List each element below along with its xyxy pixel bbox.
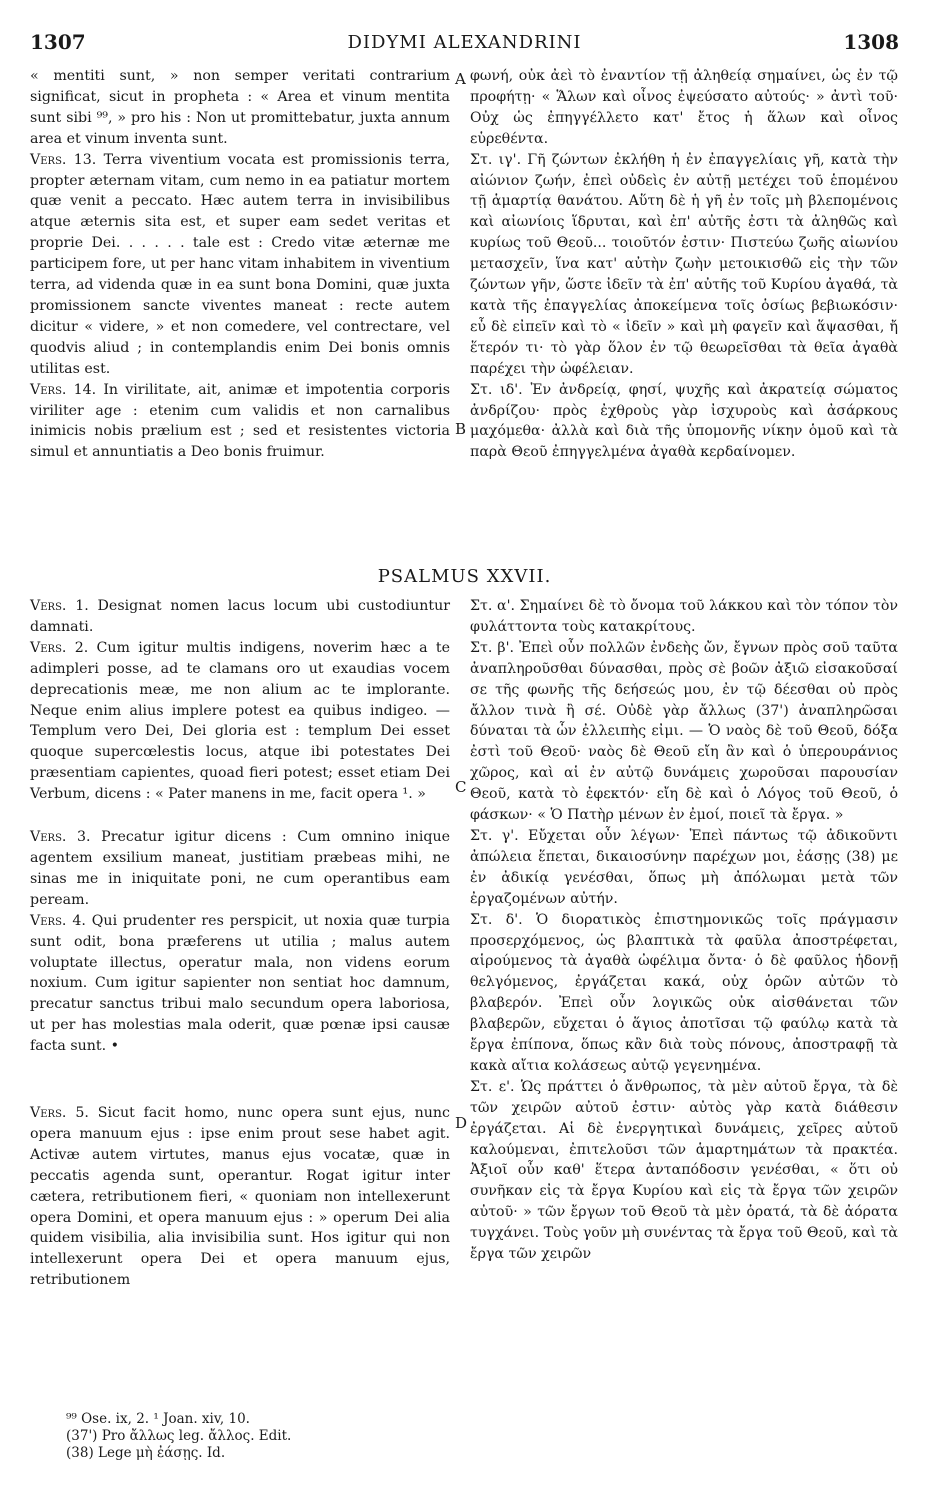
latin-paragraph: Vers. 14. In virilitate, ait, animæ et impotentia corporis viriliter age : etenim cum validis et non carnalibus inimicis nobis prælium est ; sed et resistentes victoria simul et annuntiatis a Deo bonis fruimur. bbox=[30, 381, 451, 461]
latin-paragraph: Vers. 13. Terra viventium vocata est promissionis terra, propter æternam vitam, cum nemo in ea patiatur mortem quæ venit a peccato. Hæc autem terra in invisibilibus atque æternis sita est, et super eam sedet veritas et proprie Dei. . . . . . tale est : Credo vitæ æternæ me participem fore, ut per hanc vitam inhabitem in viventium terra, ad videnda quæ in ea sunt bona Domini, quæ juxta promissionem sancte viventes maneat : recte autem dicitur « videre, » et non comedere, vel contrectare, vel quodvis aliud ; in contemplandis enim Dei bonis omnis utilitas est. bbox=[30, 151, 450, 377]
psalm-heading: PSALMUS XXVII. bbox=[377, 566, 552, 587]
footnote: (38) Lege μὴ ἐάσῃς. Id. bbox=[66, 1445, 226, 1461]
verse-label: Vers. 5. bbox=[30, 1105, 89, 1122]
greek-paragraph: Στ. β'. Ἐπεὶ οὖν πολλῶν ἐνδεὴς ὤν, ἔγνων πρὸς σοῦ ταῦτα ἀναπληροῦσθαι δύνασθαι, πρὸς σὲ βοῶν ἀξιῶ εἰσακοῦσαί σε τῆς φωνῆς τῆς δεήσεώς μου, ἐν τῷ δέεσθαι οὐ πρὸς ἄλλον τινὰ ἢ σέ. Οὐδὲ γὰρ ἄλλως (37') ἀναπληρῶσαι δύναται τὰ ὧν ἐλλειπὴς εἰμι. — Ὁ ναὸς δὲ τοῦ Θεοῦ, δόξα ἐστὶ τοῦ Θεοῦ· ναὸς δὲ Θεοῦ εἴη ἂν καὶ ὁ ὑπερουράνιος χῶρος, καὶ αἱ ἐν αὐτῷ δυνάμεις χωροῦσαι παρουσίαν Θεοῦ, κατὰ τὸ ἐφεκτόν· εἴη δὲ καὶ ὁ Λόγος τοῦ Θεοῦ, ὁ φάσκων· « Ὁ Πατὴρ μένων ἐν ἐμοί, ποιεῖ τὰ ἔργα. » bbox=[470, 639, 898, 824]
latin-paragraph: Vers. 1. Designat nomen lacus locum ubi custodiuntur damnati. bbox=[30, 598, 450, 635]
greek-paragraph: Στ. δ'. Ὁ διορατικὸς ἐπιστημονικῶς τοῖς πράγμασιν προσερχόμενος, ὡς βλαπτικὰ τὰ φαῦλα ἀποστρέφεται, αἱρούμενος τὰ ἀγαθὰ ὠφέλιμα ὄντα· ὁ δὲ φαῦλος ἡδονῇ θελγόμενος, ἐργάζεται κακά, οὐχ ὁρῶν αὐτῶν τὸ βλαβερόν. Ἐπεὶ οὖν λογικῶς οὐκ αἰσθάνεται τῶν βλαβερῶν, εὔχεται ὁ ἅγιος ἀποτῖσαι τῷ φαύλῳ κατὰ τὰ ἔργα ἐπίπονα, ὅπως κἂν διὰ τοὺς πόνους, ἀποστραφῇ τὰ κακὰ αἴτια κολάσεως αὐτῷ γεγενημένα. bbox=[470, 911, 898, 1074]
latin-column-top bbox=[30, 66, 450, 463]
latin-column-bottom bbox=[30, 596, 450, 1291]
verse-label: Vers. 2. bbox=[30, 639, 89, 656]
footnote: (37') Pro ἄλλως leg. ἄλλος. Edit. bbox=[66, 1428, 292, 1444]
running-title: DIDYMI ALEXANDRINI bbox=[347, 32, 582, 53]
latin-paragraph: Vers. 2. Cum igitur multis indigens, noverim hæc a te adimpleri posse, ad te clamans oro ut exaudias vocem deprecationis meæ, me non alium ac te implorante. Neque enim alius implere potest ea quibus indigeo. — Templum vero Dei, Dei gloria est : templum Dei esset quoque supercœlestis locus, atque ibi potestates Dei præsentiam capientes, quoad fieri potest; esset etiam Dei Verbum, dicens : « Pater manens in me, facit opera ¹. » bbox=[30, 639, 450, 803]
margin-marker-a: A bbox=[455, 70, 466, 88]
greek-paragraph: φωνή, οὐκ ἀεὶ τὸ ἐναντίον τῇ ἀληθείᾳ σημαίνει, ὡς ἐν τῷ προφήτῃ· « Ἅλων καὶ οἶνος ἐψεύσατο αὐτούς· » ἀντὶ τοῦ· Οὐχ ὡς ἐπηγγέλλετο κατ' ἔτος ἡ ἅλων καὶ οἶνος εὑρεθέντα. bbox=[470, 68, 898, 147]
greek-paragraph: Στ. ιγ'. Γῆ ζώντων ἐκλήθη ἡ ἐν ἐπαγγελίαις γῆ, κατὰ τὴν αἰώνιον ζωήν, ἐπεὶ οὐδεὶς ἐν αὐτῇ μετέχει τοῦ ἑπομένου τῇ ἁμαρτίᾳ θανάτου. Αὕτη δὲ ἡ γῆ ἐν τοῖς μὴ βλεπομένοις καὶ αἰωνίοις ἵδρυται, καὶ ἐπ' αὐτῆς ἐστι τὰ ἀληθῶς καὶ κυρίως τοῦ Θεοῦ... τοιοῦτόν ἐστιν· Πιστεύω ζωῆς αἰωνίου μετασχεῖν, ἵνα κατ' αὐτὴν ζωὴν μετοικισθῶ εἰς τὴν τῶν ζώντων γῆν, ὥστε ἰδεῖν τὰ ἐπ' αὐτῆς τοῦ Κυρίου ἀγαθά, τὰ κατὰ τῆς ἐπαγγελίας ἀποκείμενα τοῖς ὁσίως βεβιωκόσιν· εὖ δὲ εἰπεῖν καὶ τὸ « ἰδεῖν » καὶ μὴ φαγεῖν καὶ ἅψασθαι, ἤ ἕτερόν τι· τὸ γὰρ ὅλον ἐν τῷ θεωρεῖσθαι τὰ θεῖα ἀγαθὰ παρέχει τὴν ὠφέλειαν. bbox=[470, 151, 898, 377]
greek-paragraph: Στ. ιδ'. Ἐν ἀνδρείᾳ, φησί, ψυχῆς καὶ ἀκρατείᾳ σώματος ἀνδρίζου· πρὸς ἐχθροὺς γὰρ ἰσχυροὺς καὶ ἀσάρκους μαχόμεθα· ἀλλὰ καὶ διὰ τῆς ὑπομονῆς νίκην ὁμοῦ καὶ τὰ παρὰ Θεοῦ ἐπηγγελμένα ἀγαθὰ κερδαίνομεν. bbox=[470, 381, 898, 461]
verse-label: Vers. 14. bbox=[30, 381, 97, 398]
latin-paragraph: Vers. 5. Sicut facit homo, nunc opera sunt ejus, nunc opera manuum ejus : ipse enim prout sese habet agit. Activæ autem virtutes, manus ejus vocatæ, quæ in peccatis agenda sunt, operantur. Rogat igitur inter cætera, retributionem fieri, « quoniam non intellexerunt opera Domini, et opera manuum ejus : » operum Dei alia quidem visibilia, alia invisibilia sunt. Hos igitur qui non intellexerunt opera Dei et opera manuum ejus, retributionem bbox=[30, 1105, 450, 1289]
greek-column-bottom bbox=[470, 596, 898, 1265]
verse-label: Vers. 3. bbox=[30, 829, 91, 846]
greek-paragraph: Στ. α'. Σημαίνει δὲ τὸ ὄνομα τοῦ λάκκου καὶ τὸν τόπον τὸν φυλάττοντα τοὺς κατακρίτους. bbox=[470, 598, 898, 635]
greek-column-top bbox=[470, 66, 898, 463]
verse-label: Vers. 13. bbox=[30, 151, 97, 168]
latin-paragraph: « mentiti sunt, » non semper veritati contrarium significat, sicut in propheta : « Area et vinum mentita sunt sibi ⁹⁹, » pro his : Non ut promittebatur, juxta annum area et vinum inventa sunt. bbox=[30, 68, 450, 147]
margin-marker-c: C bbox=[455, 778, 467, 796]
greek-paragraph: Στ. γ'. Εὔχεται οὖν λέγων· Ἐπεὶ πάντως τῷ ἀδικοῦντι ἀπώλεια ἕπεται, δικαιοσύνην παρέχων μοι, ἐάσῃς (38) με ἐν ἀδικίᾳ γενέσθαι, ὅπως μὴ ἀπόλωμαι μετὰ τῶν ἐργαζομένων αὐτήν. bbox=[470, 827, 898, 907]
latin-paragraph: Vers. 3. Precatur igitur dicens : Cum omnino inique agentem exsilium maneat, justitiam præbeas mihi, ne sinas me in iniquitate poni, ne cum operantibus eam peream. bbox=[30, 829, 450, 908]
footnote: ⁹⁹ Ose. ix, 2. ¹ Joan. xiv, 10. bbox=[66, 1411, 250, 1427]
column-number-right: 1308 bbox=[843, 30, 899, 54]
verse-label: Vers. 1. bbox=[30, 598, 89, 614]
verse-label: Vers. 4. bbox=[30, 912, 86, 929]
margin-marker-b: B bbox=[455, 420, 467, 438]
greek-paragraph: Στ. ε'. Ὡς πράττει ὁ ἄνθρωπος, τὰ μὲν αὐτοῦ ἔργα, τὰ δὲ τῶν χειρῶν αὐτοῦ ἐστιν· αὐτὸς γὰρ κατὰ διάθεσιν ἐργάζεται. Αἱ δὲ ἐνεργητικαὶ δυνάμεις, χεῖρες αὐτοῦ καλούμεναι, ἐπιτελοῦσι τῶν ἁμαρτημάτων τὰ πρακτέα. Ἀξιοῖ οὖν καθ' ἕτερα ἀνταπόδοσιν γενέσθαι, « ὅτι οὐ συνῆκαν εἰς τὰ ἔργα Κυρίου καὶ εἰς τὰ ἔργα τῶν χειρῶν αὐτοῦ· » τῶν ἔργων τοῦ Θεοῦ τὰ μὲν ὁρατά, τὰ δὲ ἀόρατα τυγχάνει. Τοὺς γοῦν μὴ συνέντας τὰ ἔργα τοῦ Θεοῦ, καὶ τὰ ἔργα τῶν χειρῶν bbox=[470, 1078, 898, 1263]
margin-marker-d: D bbox=[455, 1114, 468, 1132]
latin-paragraph: Vers. 4. Qui prudenter res perspicit, ut noxia quæ turpia sunt odit, bona præferens ut utilia ; malus autem voluptate illectus, operatur mala, non videns eorum noxium. Cum igitur sapienter non sentiat hoc damnum, precatur sanctus tribui malo secundum opera laboriosa, ut per has molestias mala oderit, quæ pœnæ ipsi causæ facta sunt. • bbox=[30, 912, 451, 1055]
page-header bbox=[30, 30, 899, 58]
footnotes bbox=[66, 1411, 466, 1462]
column-number-left: 1307 bbox=[30, 30, 86, 54]
